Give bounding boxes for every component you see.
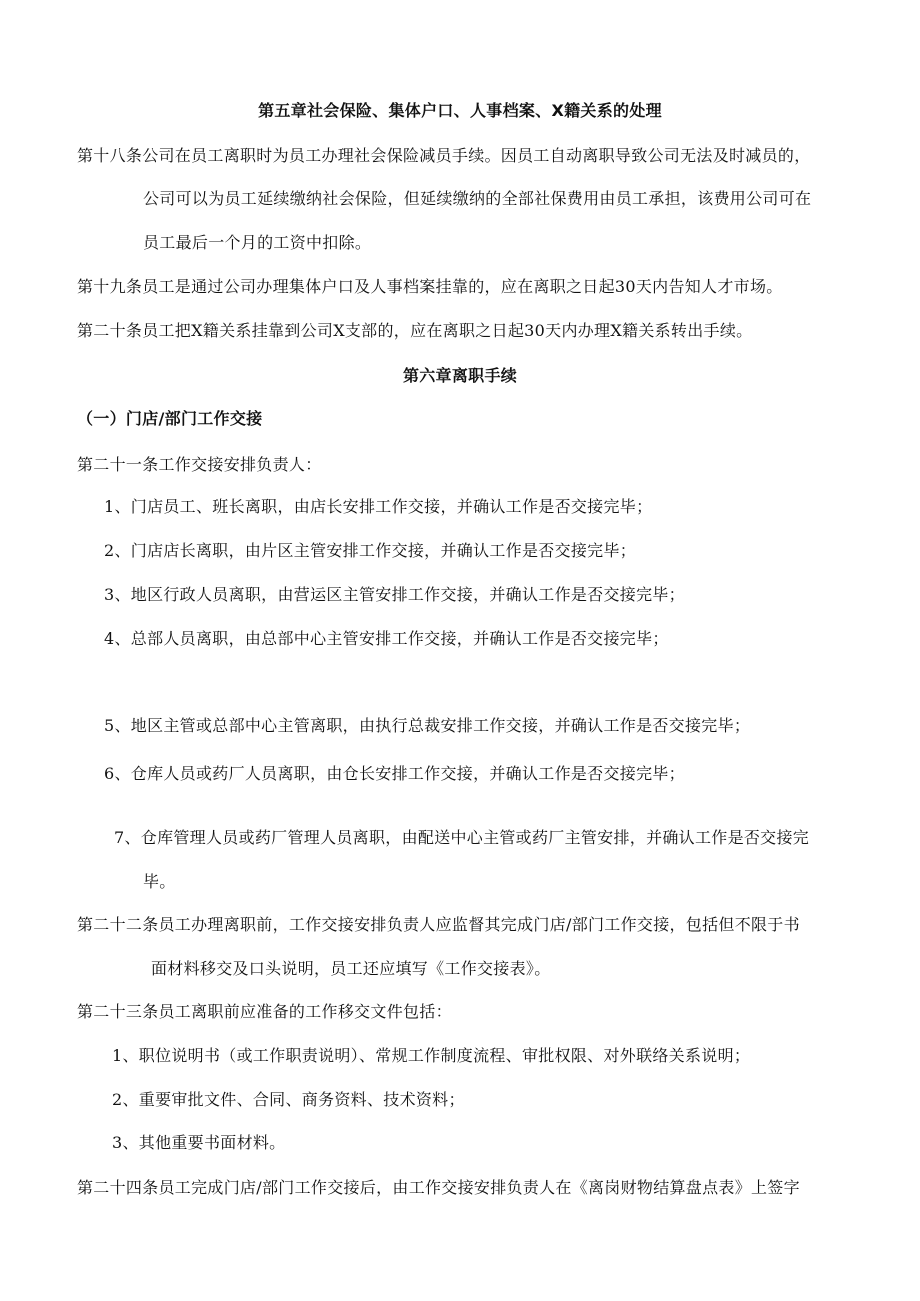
list-item: 1、门店员工、班长离职，由店长安排工作交接，并确认工作是否交接完毕； bbox=[104, 497, 653, 516]
list-item: 1、职位说明书（或工作职责说明）、常规工作制度流程、审批权限、对外联络关系说明； bbox=[112, 1046, 751, 1065]
article-22-line-1: 第二十二条员工办理离职前，工作交接安排负责人应监督其完成门店/部门工作交接，包括但不限于书 bbox=[77, 915, 800, 934]
list-item: 5、地区主管或总部中心主管离职，由执行总裁安排工作交接，并确认工作是否交接完毕； bbox=[104, 716, 751, 735]
article-20: 第二十条员工把X籍关系挂靠到公司X支部的，应在离职之日起30天内办理X籍关系转出手续。 bbox=[77, 321, 753, 340]
chapter-6-title: 第六章离职手续 bbox=[402, 366, 518, 385]
list-item: 4、总部人员离职，由总部中心主管安排工作交接，并确认工作是否交接完毕； bbox=[104, 629, 669, 648]
article-18-line-1: 第十八条公司在员工离职时为员工办理社会保险减员手续。因员工自动离职导致公司无法及时减员的， bbox=[77, 146, 811, 165]
list-item: 3、其他重要书面材料。 bbox=[112, 1133, 286, 1152]
list-item: 6、仓库人员或药厂人员离职，由仓长安排工作交接，并确认工作是否交接完毕； bbox=[104, 764, 685, 783]
list-item-7-line-1: 7、仓库管理人员或药厂管理人员离职，由配送中心主管或药厂主管安排，并确认工作是否交接完 bbox=[114, 828, 810, 847]
list-item-7-line-2: 毕。 bbox=[143, 872, 176, 891]
article-18-line-3: 员工最后一个月的工资中扣除。 bbox=[143, 233, 372, 252]
section-heading: （一）门店/部门工作交接 bbox=[77, 409, 263, 428]
article-18-line-2: 公司可以为员工延续缴纳社会保险，但延续缴纳的全部社保费用由员工承担，该费用公司可在 bbox=[143, 189, 812, 208]
list-item: 2、重要审批文件、合同、商务资料、技术资料； bbox=[112, 1090, 465, 1109]
article-24: 第二十四条员工完成门店/部门工作交接后，由工作交接安排负责人在《离岗财物结算盘点表》上签字 bbox=[77, 1178, 800, 1197]
chapter-5-title: 第五章社会保险、集体户口、人事档案、X籍关系的处理 bbox=[258, 101, 662, 120]
article-22-line-2: 面材料移交及口头说明，员工还应填写《工作交接表》。 bbox=[151, 959, 551, 978]
article-23-heading: 第二十三条员工离职前应准备的工作移交文件包括： bbox=[77, 1002, 452, 1021]
list-item: 3、地区行政人员离职，由营运区主管安排工作交接，并确认工作是否交接完毕； bbox=[104, 585, 685, 604]
article-21-heading: 第二十一条工作交接安排负责人： bbox=[77, 455, 322, 474]
article-19: 第十九条员工是通过公司办理集体户口及人事档案挂靠的，应在离职之日起30天内告知人才市场。 bbox=[77, 277, 783, 296]
list-item: 2、门店店长离职，由片区主管安排工作交接，并确认工作是否交接完毕； bbox=[104, 541, 637, 560]
